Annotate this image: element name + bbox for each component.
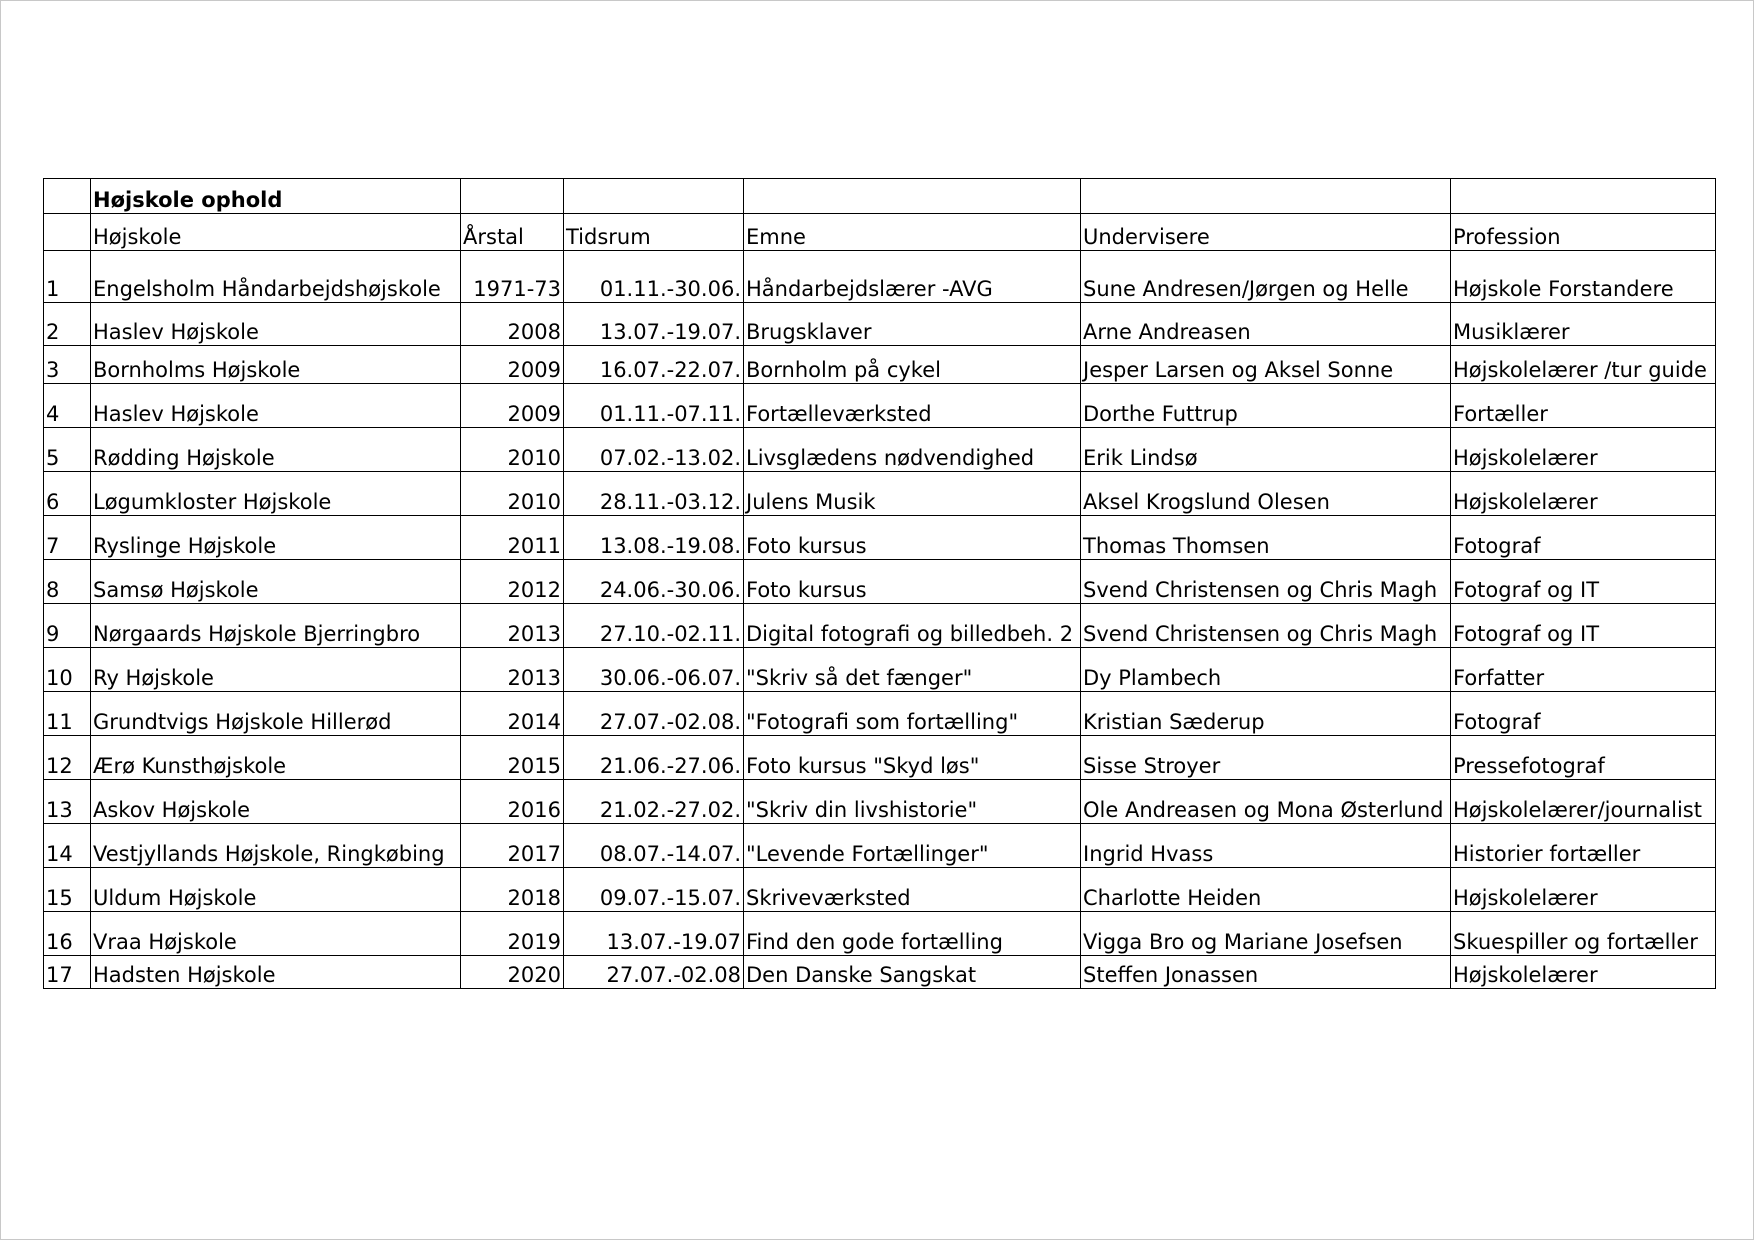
- period-cell: 30.06.-06.07.: [564, 648, 744, 692]
- year-cell: 2013: [461, 604, 564, 648]
- table-row: [44, 428, 1716, 472]
- header-row: [44, 214, 1716, 251]
- subject-cell: Brugsklaver: [744, 303, 1081, 346]
- teachers-cell: Kristian Sæderup: [1081, 692, 1451, 736]
- period-cell: 27.07.-02.08.: [564, 692, 744, 736]
- profession-cell: Musiklærer: [1451, 303, 1716, 346]
- row-number: 15: [44, 868, 91, 912]
- profession-cell: Fotograf: [1451, 516, 1716, 560]
- table-row: [44, 648, 1716, 692]
- teachers-cell: Charlotte Heiden: [1081, 868, 1451, 912]
- header-teachers: Undervisere: [1081, 214, 1451, 251]
- row-number: 8: [44, 560, 91, 604]
- school-cell: Engelsholm Håndarbejdshøjskole: [91, 251, 461, 303]
- year-cell: 2012: [461, 560, 564, 604]
- period-cell: 01.11.-07.11.: [564, 384, 744, 428]
- row-number: 3: [44, 346, 91, 384]
- period-cell: 21.06.-27.06.: [564, 736, 744, 780]
- period-cell: 27.10.-02.11.: [564, 604, 744, 648]
- row-number: 1: [44, 251, 91, 303]
- period-cell: 13.08.-19.08.: [564, 516, 744, 560]
- cell: [564, 179, 744, 214]
- school-cell: Løgumkloster Højskole: [91, 472, 461, 516]
- table-row: [44, 780, 1716, 824]
- teachers-cell: Arne Andreasen: [1081, 303, 1451, 346]
- cell: [461, 179, 564, 214]
- header-profession: Profession: [1451, 214, 1716, 251]
- cell: [1451, 179, 1716, 214]
- school-cell: Haslev Højskole: [91, 384, 461, 428]
- table-row: [44, 251, 1716, 303]
- teachers-cell: Svend Christensen og Chris Magh: [1081, 560, 1451, 604]
- subject-cell: Julens Musik: [744, 472, 1081, 516]
- profession-cell: Skuespiller og fortæller: [1451, 912, 1716, 956]
- teachers-cell: Jesper Larsen og Aksel Sonne: [1081, 346, 1451, 384]
- school-cell: Nørgaards Højskole Bjerringbro: [91, 604, 461, 648]
- row-number: 11: [44, 692, 91, 736]
- period-cell: 21.02.-27.02.: [564, 780, 744, 824]
- period-cell: 24.06.-30.06.: [564, 560, 744, 604]
- table-row: [44, 736, 1716, 780]
- row-number: 4: [44, 384, 91, 428]
- teachers-cell: Thomas Thomsen: [1081, 516, 1451, 560]
- teachers-cell: Steffen Jonassen: [1081, 956, 1451, 989]
- profession-cell: Højskolelærer /tur guide: [1451, 346, 1716, 384]
- header-school: Højskole: [91, 214, 461, 251]
- period-cell: 01.11.-30.06.: [564, 251, 744, 303]
- table-row: [44, 560, 1716, 604]
- row-number: 10: [44, 648, 91, 692]
- subject-cell: Den Danske Sangskat: [744, 956, 1081, 989]
- school-cell: Rødding Højskole: [91, 428, 461, 472]
- header-subject: Emne: [744, 214, 1081, 251]
- period-cell: 13.07.-19.07: [564, 912, 744, 956]
- subject-cell: Livsglædens nødvendighed: [744, 428, 1081, 472]
- period-cell: 13.07.-19.07.: [564, 303, 744, 346]
- teachers-cell: Sune Andresen/Jørgen og Helle: [1081, 251, 1451, 303]
- profession-cell: Pressefotograf: [1451, 736, 1716, 780]
- year-cell: 2009: [461, 346, 564, 384]
- school-cell: Haslev Højskole: [91, 303, 461, 346]
- table-body: [44, 179, 1716, 989]
- subject-cell: "Skriv din livshistorie": [744, 780, 1081, 824]
- teachers-cell: Ingrid Hvass: [1081, 824, 1451, 868]
- profession-cell: Fortæller: [1451, 384, 1716, 428]
- subject-cell: "Fotografi som fortælling": [744, 692, 1081, 736]
- subject-cell: Bornholm på cykel: [744, 346, 1081, 384]
- subject-cell: Foto kursus: [744, 560, 1081, 604]
- profession-cell: Fotograf og IT: [1451, 604, 1716, 648]
- row-number: 12: [44, 736, 91, 780]
- subject-cell: Foto kursus "Skyd løs": [744, 736, 1081, 780]
- cell: [744, 179, 1081, 214]
- year-cell: 2020: [461, 956, 564, 989]
- year-cell: 2016: [461, 780, 564, 824]
- school-cell: Vestjyllands Højskole, Ringkøbing: [91, 824, 461, 868]
- year-cell: 2009: [461, 384, 564, 428]
- subject-cell: Find den gode fortælling: [744, 912, 1081, 956]
- profession-cell: Fotograf og IT: [1451, 560, 1716, 604]
- row-number: 7: [44, 516, 91, 560]
- row-number: 14: [44, 824, 91, 868]
- profession-cell: Forfatter: [1451, 648, 1716, 692]
- period-cell: 08.07.-14.07.: [564, 824, 744, 868]
- teachers-cell: Dorthe Futtrup: [1081, 384, 1451, 428]
- profession-cell: Højskole Forstandere: [1451, 251, 1716, 303]
- table-row: [44, 692, 1716, 736]
- year-cell: 2017: [461, 824, 564, 868]
- teachers-cell: Aksel Krogslund Olesen: [1081, 472, 1451, 516]
- year-cell: 2010: [461, 428, 564, 472]
- table-row: [44, 384, 1716, 428]
- period-cell: 27.07.-02.08: [564, 956, 744, 989]
- period-cell: 07.02.-13.02.: [564, 428, 744, 472]
- table-row: [44, 516, 1716, 560]
- teachers-cell: Erik Lindsø: [1081, 428, 1451, 472]
- row-number: 6: [44, 472, 91, 516]
- row-number: 5: [44, 428, 91, 472]
- table-row: [44, 303, 1716, 346]
- subject-cell: "Levende Fortællinger": [744, 824, 1081, 868]
- header-index: [44, 214, 91, 251]
- profession-cell: Historier fortæller: [1451, 824, 1716, 868]
- year-cell: 2010: [461, 472, 564, 516]
- period-cell: 09.07.-15.07.: [564, 868, 744, 912]
- subject-cell: Foto kursus: [744, 516, 1081, 560]
- school-cell: Vraa Højskole: [91, 912, 461, 956]
- title-row: [44, 179, 1716, 214]
- school-cell: Askov Højskole: [91, 780, 461, 824]
- row-number: 17: [44, 956, 91, 989]
- table-row: [44, 912, 1716, 956]
- teachers-cell: Svend Christensen og Chris Magh: [1081, 604, 1451, 648]
- table-row: [44, 604, 1716, 648]
- header-year: Årstal: [461, 214, 564, 251]
- row-number: 13: [44, 780, 91, 824]
- subject-cell: Skriveværksted: [744, 868, 1081, 912]
- table-row: [44, 824, 1716, 868]
- school-cell: Bornholms Højskole: [91, 346, 461, 384]
- subject-cell: Håndarbejdslærer -AVG: [744, 251, 1081, 303]
- period-cell: 16.07.-22.07.: [564, 346, 744, 384]
- subject-cell: Fortælleværksted: [744, 384, 1081, 428]
- row-number: 9: [44, 604, 91, 648]
- table-row: [44, 868, 1716, 912]
- year-cell: 2014: [461, 692, 564, 736]
- table-row: [44, 472, 1716, 516]
- profession-cell: Højskolelærer: [1451, 472, 1716, 516]
- table-row: [44, 956, 1716, 989]
- school-cell: Ærø Kunsthøjskole: [91, 736, 461, 780]
- school-cell: Samsø Højskole: [91, 560, 461, 604]
- profession-cell: Fotograf: [1451, 692, 1716, 736]
- year-cell: 1971-73: [461, 251, 564, 303]
- period-cell: 28.11.-03.12.: [564, 472, 744, 516]
- row-number: 16: [44, 912, 91, 956]
- courses-table: [43, 178, 1716, 989]
- cell: [44, 179, 91, 214]
- year-cell: 2018: [461, 868, 564, 912]
- teachers-cell: Vigga Bro og Mariane Josefsen: [1081, 912, 1451, 956]
- profession-cell: Højskolelærer: [1451, 868, 1716, 912]
- teachers-cell: Ole Andreasen og Mona Østerlund: [1081, 780, 1451, 824]
- table-row: [44, 346, 1716, 384]
- subject-cell: "Skriv så det fænger": [744, 648, 1081, 692]
- year-cell: 2019: [461, 912, 564, 956]
- profession-cell: Højskolelærer/journalist: [1451, 780, 1716, 824]
- year-cell: 2011: [461, 516, 564, 560]
- year-cell: 2015: [461, 736, 564, 780]
- cell: [1081, 179, 1451, 214]
- year-cell: 2013: [461, 648, 564, 692]
- teachers-cell: Dy Plambech: [1081, 648, 1451, 692]
- table-title: Højskole ophold: [91, 179, 461, 214]
- school-cell: Uldum Højskole: [91, 868, 461, 912]
- school-cell: Hadsten Højskole: [91, 956, 461, 989]
- year-cell: 2008: [461, 303, 564, 346]
- school-cell: Ry Højskole: [91, 648, 461, 692]
- school-cell: Ryslinge Højskole: [91, 516, 461, 560]
- header-period: Tidsrum: [564, 214, 744, 251]
- profession-cell: Højskolelærer: [1451, 428, 1716, 472]
- teachers-cell: Sisse Stroyer: [1081, 736, 1451, 780]
- row-number: 2: [44, 303, 91, 346]
- school-cell: Grundtvigs Højskole Hillerød: [91, 692, 461, 736]
- profession-cell: Højskolelærer: [1451, 956, 1716, 989]
- subject-cell: Digital fotografi og billedbeh. 2: [744, 604, 1081, 648]
